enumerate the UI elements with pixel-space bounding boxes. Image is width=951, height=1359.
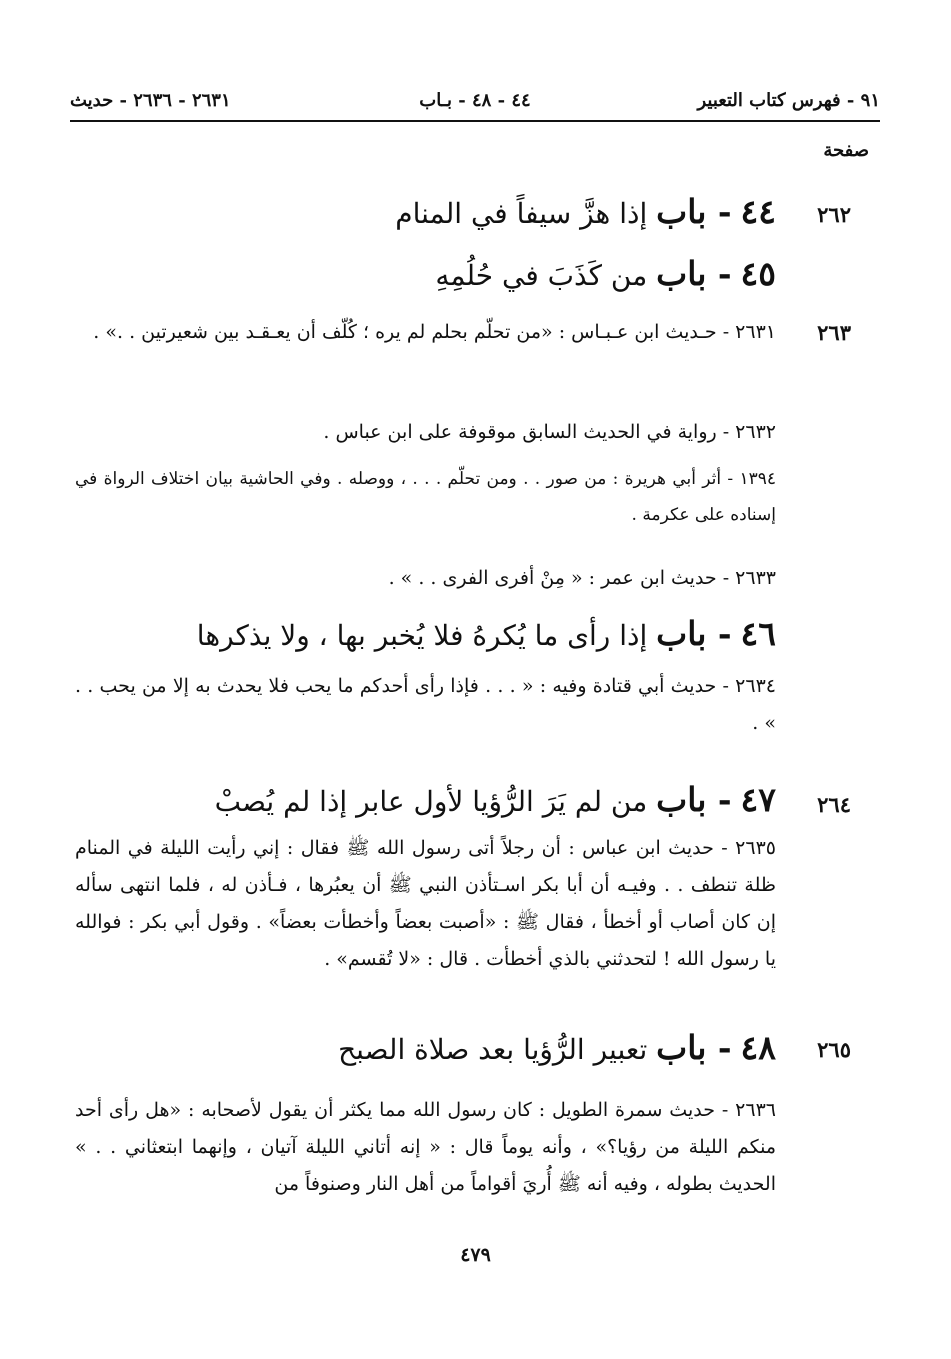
hadith-entry: ٢٦٣٤ - حديث أبي قتادة وفيه : « . . . فإذا رأى أحدكم ما يحب فلا يحدث به إلا من يحب . . » . (75, 675, 776, 734)
athar-entry: ١٣٩٤ - أثر أبي هريرة : من صور . . ومن تحلّم . . . ، ووصله . وفي الحاشية بيان اختلاف الرواة في إسناده على عكرمة . (75, 469, 776, 525)
page-ref: ٢٦٤ (817, 792, 851, 817)
chapter-heading (90, 780, 776, 822)
hadith-entry: ٢٦٣٢ - رواية في الحديث السابق موقوفة على ابن عباس . (323, 421, 776, 443)
chapter-heading (90, 254, 776, 296)
hadith-entry: ٢٦٣١ - حـديث ابن عـبـاس : «من تحلّم بحلم لم يره ؛ كُلّف أن يعـقـد بين شعيرتين . .» . (93, 321, 776, 343)
chapter-word: - باب (656, 254, 732, 293)
page-ref: ٢٦٥ (817, 1037, 851, 1062)
page-number: ٤٧٩ (460, 1244, 491, 1266)
running-header (70, 86, 880, 122)
chapter-title: إذا رأى ما يُكرهُ فلا يُخبر بها ، ولا يذكرها (196, 619, 648, 652)
chapter-heading (90, 192, 776, 234)
chapter-number: ٤٨ (740, 1028, 776, 1067)
page-column-label: صفحة (823, 140, 869, 161)
chapter-heading (90, 614, 776, 656)
hadith-entry: ٢٦٣٣ - حديث ابن عمر : « مِنْ أفرى الفرى . . » . (388, 567, 776, 589)
chapter-number: ٤٦ (740, 614, 776, 653)
header-book-title: ٩١ - فهرس كتاب التعبير (697, 90, 880, 111)
chapter-word: - باب (656, 192, 732, 231)
chapter-number: ٤٥ (740, 254, 776, 293)
chapter-word: - باب (656, 614, 732, 653)
chapter-title: من لم يَرَ الرُّؤيا لأول عابر إذا لم يُصبْ (214, 785, 648, 818)
chapter-number: ٤٤ (740, 192, 776, 231)
hadith-entry: ٢٦٣٥ - حديث ابن عباس : أن رجلاً أتى رسول الله ﷺ فقال : إني رأيت الليلة في المنام ظلة تنطف . . وفيـه أن أبا بكر اسـتأذن النبي ﷺ أن يعبُرها ، فـأذن له ، فلما انتهى سأله إن كان أصاب أو أخطأ ، فقال ﷺ : «أصبت بعضاً وأخطأت بعضاً» . وقول أبي بكر : فوالله يا رسول الله ! لتحدثني بالذي أخطأت . قال : «لا تُقسم» . (75, 837, 776, 970)
chapter-word: - باب (656, 780, 732, 819)
chapter-title: تعبير الرُّؤيا بعد صلاة الصبح (338, 1033, 648, 1066)
header-hadith-range: ٢٦٣١ - ٢٦٣٦ - حديث (70, 90, 231, 111)
chapter-word: - باب (656, 1028, 732, 1067)
header-chapter-range: ٤٤ - ٤٨ - بـاب (419, 90, 531, 111)
hadith-entry: ٢٦٣٦ - حديث سمرة الطويل : كان رسول الله مما يكثر أن يقول لأصحابه : «هل رأى أحد منكم الليلة من رؤيا؟» ، وأنه يوماً قال : « إنه أتاني الليلة آتيان ، وإنهما ابتعثاني . . » الحديث بطوله ، وفيه أنه ﷺ أُريَ أقواماً من أهل النار وصنوفاً من (75, 1099, 776, 1195)
chapter-number: ٤٧ (740, 780, 776, 819)
chapter-title: من كَذَبَ في حُلُمِهِ (435, 259, 648, 292)
page-ref: ٢٦٢ (817, 202, 851, 227)
chapter-title: إذا هزَّ سيفاً في المنام (395, 197, 648, 230)
page-ref: ٢٦٣ (817, 320, 851, 345)
chapter-heading (90, 1028, 776, 1070)
